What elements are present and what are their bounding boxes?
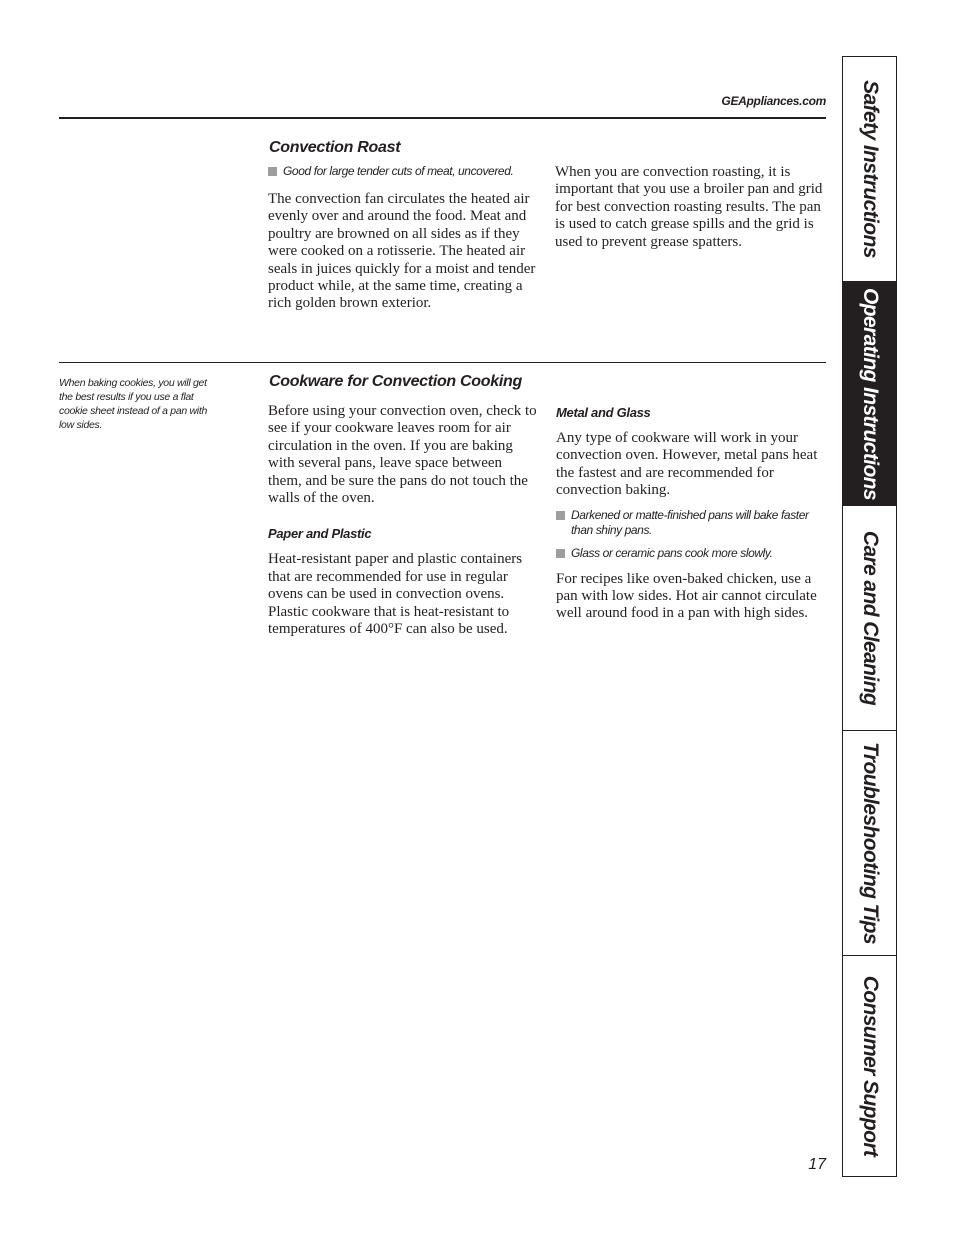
tab-care-and-cleaning[interactable]	[843, 506, 896, 731]
broiler-pan-paragraph: When you are convection roasting, it is important that you use a broiler pan and grid for best convection roasting results. The pan is used to catch grease spills and the grid is used to prevent grease spatters.	[555, 164, 823, 250]
convection-roast-paragraph: The convection fan circulates the heated air evenly over and around the food. Meat and poultry are browned on all sides as if they were cooked on a rotisserie. The heated air seals in juices quickly for a moist and tender product while, at the same time, creating a rich golden brown exterior.	[268, 191, 536, 312]
metal-glass-bullet	[556, 546, 822, 561]
cookware-right-column	[556, 405, 822, 623]
tab-label: Troubleshooting Tips	[858, 742, 882, 944]
bullet-text: Darkened or matte-finished pans will bake faster than shiny pans.	[571, 507, 809, 537]
metal-glass-bullet	[556, 508, 822, 538]
convection-roast-bullet	[268, 164, 543, 179]
cookware-title: Cookware for Convection Cooking	[269, 373, 522, 390]
cookie-sidenote: When baking cookies, you will get the best results if you use a flat cookie sheet instead of a pan with low sides.	[59, 377, 207, 431]
page-number: 17	[808, 1156, 826, 1173]
section-divider	[59, 362, 826, 363]
tab-safety-instructions[interactable]	[843, 57, 896, 282]
bullet-text: Glass or ceramic pans cook more slowly.	[571, 545, 773, 560]
header-rule	[59, 117, 826, 119]
metal-glass-heading: Metal and Glass	[556, 405, 651, 420]
square-bullet-icon	[268, 167, 277, 176]
convection-roast-title: Convection Roast	[269, 139, 401, 156]
tab-label: Safety Instructions	[858, 80, 882, 258]
site-url: GEAppliances.com	[721, 94, 826, 108]
tab-operating-instructions[interactable]	[843, 282, 896, 506]
tab-label: Consumer Support	[858, 975, 882, 1157]
square-bullet-icon	[556, 511, 565, 520]
section-tabs	[842, 56, 897, 1177]
metal-glass-paragraph: Any type of cookware will work in your convection oven. However, metal pans heat the fastest and are recommended for convection baking.	[556, 430, 818, 499]
metal-glass-closing: For recipes like oven-baked chicken, use a pan with low sides. Hot air cannot circulate well around food in a pan with high sides.	[556, 570, 817, 622]
tab-consumer-support[interactable]	[843, 956, 896, 1176]
tab-troubleshooting-tips[interactable]	[843, 731, 896, 956]
paper-plastic-heading: Paper and Plastic	[268, 526, 372, 542]
tab-label: Care and Cleaning	[858, 530, 882, 706]
convection-roast-right-column	[555, 164, 823, 251]
bullet-text: Good for large tender cuts of meat, uncovered.	[283, 164, 514, 178]
convection-roast-left-column	[268, 164, 543, 313]
cookware-intro: Before using your convection oven, check to see if your cookware leaves room for air circulation in the oven. If you are baking with several pans, leave space between them, and be sure the pans do not touch the walls of the oven.	[268, 403, 537, 507]
square-bullet-icon	[556, 549, 565, 558]
tab-label: Operating Instructions	[858, 287, 882, 500]
cookware-left-column	[268, 403, 538, 638]
paper-plastic-paragraph: Heat-resistant paper and plastic containers that are recommended for use in regular ovens can be used in convection ovens. Plastic cookware that is heat-resistant to temperatures of 400°F can also be used.	[268, 551, 523, 638]
